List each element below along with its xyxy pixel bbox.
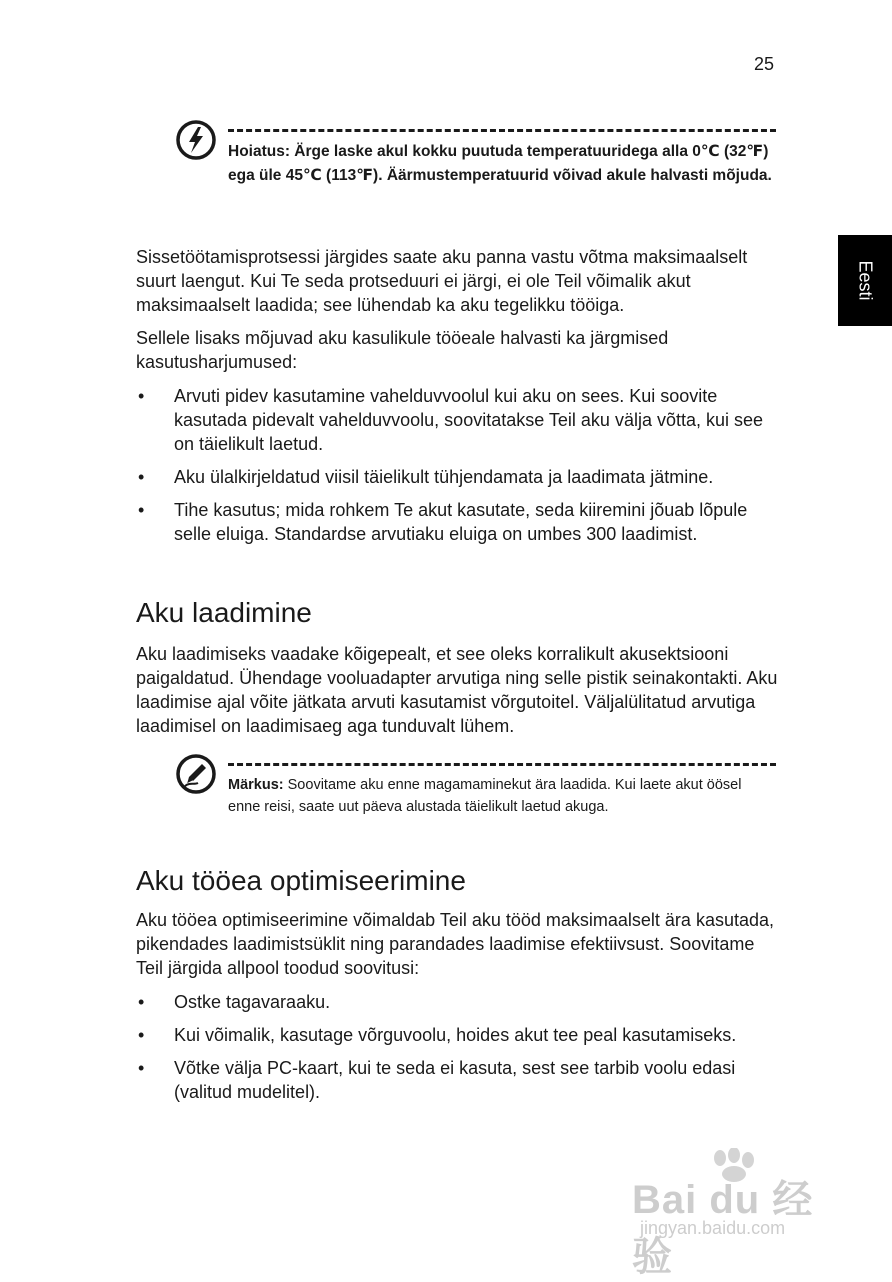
note-body: Soovitame aku enne magamaminekut ära laadida. Kui laete akut öösel enne reisi, saate uut päeva alustada täielikult laetud akuga. [228,777,742,815]
habits-list [136,384,781,546]
language-tab [838,235,892,326]
heading-charging: Aku laadimine [136,597,312,628]
optimization-list [136,990,781,1104]
list-item: • Aku ülalkirjeldatud viisil täielikult tühjendamata ja laadimata jätmine. [136,465,781,489]
pen-note-icon [174,752,218,796]
watermark-url: jingyan.baidu.com [640,1218,786,1238]
note-label: Märkus: [228,777,284,793]
heading-optimization: Aku tööea optimiseerimine [136,865,466,896]
list-item: • Ostke tagavaraaku. [136,990,781,1014]
warning-divider [228,129,776,132]
note-box [136,752,776,842]
baidu-watermark [632,1148,847,1279]
warning-text: Hoiatus: Ärge laske akul kokku puutuda temperatuuridega alla 0℃ (32℉) ega üle 45℃ (113℉). Äärmustemperatuurid võivad akule halvasti mõjuda. [228,143,772,184]
paragraph-habits-intro: Sellele lisaks mõjuvad aku kasulikule tööeale halvasti ka järgmised kasutusharjumused: [136,328,669,372]
paragraph-charging: Aku laadimiseks vaadake kõigepealt, et see oleks korralikult akusektsiooni paigaldatud. Ühendage vooluadapter arvutiga ning selle pistik seinakontakti. Aku laadimise ajal võite jätkata arvuti kasutamist võrgutoitel. Väljalülitatud arvutiga laadimisel on laadimisaeg aga tunduvalt lühem. [136,644,778,736]
note-text [228,774,776,818]
language-tab-label: Eesti [855,260,876,301]
paragraph-breakin: Sissetöötamisprotsessi järgides saate aku panna vastu võtma maksimaalselt suurt laengut. Kui Te seda protseduuri ei järgi, ei ole Teil võimalik akut maksimaalselt laadida; see lühendab ka aku tegelikku tööiga. [136,247,748,315]
watermark-logo: Bai du 经验 [632,1178,814,1279]
paragraph-optimization: Aku tööea optimiseerimine võimaldab Teil aku tööd maksimaalselt ära kasutada, pikendades laadimistsüklit ning parandades laadimise efektiivsust. Soovitame Teil järgida allpool toodud soovitusi: [136,910,774,978]
warning-box [136,118,776,228]
note-divider [228,763,776,766]
list-item: • Kui võimalik, kasutage võrguvoolu, hoides akut tee peal kasutamiseks. [136,1023,781,1047]
page-number: 25 [753,54,774,74]
list-item: • Võtke välja PC-kaart, kui te seda ei kasuta, sest see tarbib voolu edasi (valitud mudelitel). [136,1056,781,1104]
list-item: • Arvuti pidev kasutamine vahelduvvoolul kui aku on sees. Kui soovite kasutada pidevalt vahelduvvoolu, soovitatakse Teil aku välja võtta, kui see on täielikult laetud. [136,384,781,456]
lightning-bolt-icon [174,118,218,162]
list-item: • Tihe kasutus; mida rohkem Te akut kasutate, seda kiiremini jõuab lõpule selle eluiga. Standardse arvutiaku eluiga on umbes 300 laadimist. [136,498,781,546]
